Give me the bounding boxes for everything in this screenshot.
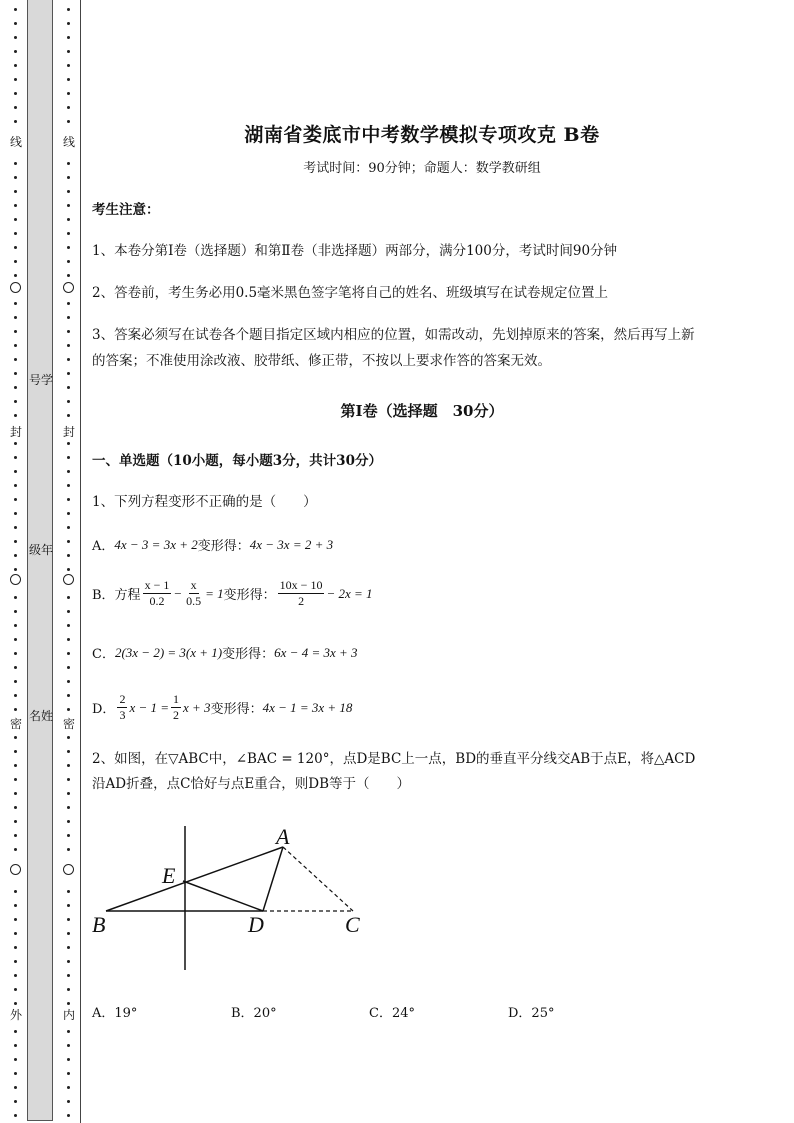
margin-dot <box>67 1114 70 1117</box>
option-d-fraction-1: $\frac{2}{3}$ <box>119 692 126 722</box>
margin-dot <box>14 946 17 949</box>
margin-dot <box>67 792 70 795</box>
margin-dot <box>67 834 70 837</box>
margin-dot <box>14 218 17 221</box>
point-label-d: D <box>248 912 264 937</box>
margin-dot <box>67 652 70 655</box>
margin-dot <box>67 64 70 67</box>
margin-dot <box>67 946 70 949</box>
q2-option-a: A．19° <box>92 1006 138 1021</box>
inner-dotted-line <box>63 0 75 1123</box>
margin-dot <box>14 638 17 641</box>
margin-dot <box>67 596 70 599</box>
option-b-fraction-2: $\frac{x}{0.5}$ <box>186 578 202 608</box>
margin-dot <box>67 960 70 963</box>
margin-dot <box>14 1114 17 1117</box>
margin-dot <box>67 848 70 851</box>
margin-dot <box>14 372 17 375</box>
question-1-stem: 1、下列方程变形不正确的是（ ） <box>92 494 317 510</box>
point-label-c: C <box>345 912 360 937</box>
margin-dot <box>14 358 17 361</box>
strip-label-grade: 级年 <box>28 543 53 557</box>
option-b-fraction-1: $\frac{x - 1}{0.2}$ <box>144 578 170 608</box>
segment-ed <box>183 881 263 911</box>
margin-dot <box>67 806 70 809</box>
margin-dot <box>14 330 17 333</box>
margin-dot <box>14 498 17 501</box>
margin-dot <box>14 8 17 11</box>
margin-dot <box>14 554 17 557</box>
margin-dot <box>67 470 70 473</box>
option-d-fraction-2: $\frac{1}{2}$ <box>173 692 180 722</box>
outer-circle-mark <box>10 282 21 293</box>
outer-circle-mark <box>10 574 21 585</box>
margin-dot <box>14 120 17 123</box>
margin-dot <box>14 904 17 907</box>
page-title: 湖南省娄底市中考数学模拟专项攻克 B卷 <box>244 124 600 146</box>
segment-ab <box>106 847 283 911</box>
margin-dot <box>14 918 17 921</box>
margin-dot <box>14 414 17 417</box>
margin-dot <box>14 470 17 473</box>
margin-dot <box>14 162 17 165</box>
margin-dot <box>67 638 70 641</box>
margin-dot <box>14 50 17 53</box>
margin-dot <box>14 512 17 515</box>
margin-dot <box>14 106 17 109</box>
option-c-connector: 变形得： <box>222 647 275 662</box>
outer-text-mark: 线 <box>9 135 22 149</box>
margin-dot <box>67 610 70 613</box>
margin-dot <box>67 456 70 459</box>
option-a-label: A． <box>92 539 115 554</box>
part-heading: 一、单选题（10小题，每小题3分，共计30分） <box>92 453 382 469</box>
option-a-connector: 变形得： <box>197 539 250 554</box>
strip-label-name: 名姓 <box>28 709 53 723</box>
option-a-equation: 4x − 3 = 3x + 2 <box>114 536 198 552</box>
margin-dot <box>67 120 70 123</box>
margin-dot <box>14 820 17 823</box>
point-label-a: A <box>276 824 290 849</box>
margin-dot <box>67 106 70 109</box>
margin-dot <box>14 22 17 25</box>
margin-dot <box>67 1002 70 1005</box>
margin-dot <box>67 484 70 487</box>
option-d-part-2: x + 3 <box>183 699 211 715</box>
inner-circle-mark <box>63 864 74 875</box>
question-2-stem-line1: 2、如图，在▽ABC中，∠BAC = 120°，点D是BC上一点，BD的垂直平分线交AB于点E，将△ACD <box>92 751 696 767</box>
margin-dot <box>14 1058 17 1061</box>
margin-dot <box>67 372 70 375</box>
outer-circle-mark <box>10 864 21 875</box>
margin-dot <box>14 260 17 263</box>
margin-dot <box>67 988 70 991</box>
margin-dot <box>67 568 70 571</box>
option-d-result: 4x − 1 = 3x + 18 <box>262 699 353 715</box>
margin-dot <box>67 316 70 319</box>
margin-dot <box>14 974 17 977</box>
point-label-b: B <box>92 912 106 937</box>
q2-option-d: D．25° <box>508 1006 555 1021</box>
q2-option-b: B．20° <box>231 1006 277 1021</box>
margin-dot <box>14 764 17 767</box>
option-b-equals: = 1 <box>205 585 224 601</box>
margin-dot <box>67 904 70 907</box>
segment-ac-dashed <box>283 847 353 911</box>
margin-dot <box>14 78 17 81</box>
margin-dot <box>14 204 17 207</box>
margin-dot <box>67 778 70 781</box>
margin-dot <box>14 1002 17 1005</box>
margin-dot <box>67 890 70 893</box>
option-b-tail: − 2x = 1 <box>326 585 373 601</box>
margin-dot <box>14 1086 17 1089</box>
margin-dot <box>14 484 17 487</box>
margin-dot <box>67 260 70 263</box>
margin-dot <box>67 708 70 711</box>
question-1-option-a <box>92 535 754 554</box>
margin-dot <box>14 666 17 669</box>
margin-dot <box>14 344 17 347</box>
option-b-label: B．方程 <box>92 588 141 603</box>
option-c-result: 6x − 4 = 3x + 3 <box>274 644 358 660</box>
margin-dot <box>67 540 70 543</box>
margin-dot <box>67 498 70 501</box>
geometry-figure <box>88 820 378 975</box>
outer-dotted-line <box>10 0 22 1123</box>
margin-dot <box>14 176 17 179</box>
margin-dot <box>67 442 70 445</box>
margin-dot <box>67 78 70 81</box>
margin-dot <box>14 652 17 655</box>
margin-dot <box>67 50 70 53</box>
margin-dot <box>67 414 70 417</box>
margin-dot <box>67 820 70 823</box>
inner-text-mark: 密 <box>62 717 75 731</box>
margin-dot <box>67 526 70 529</box>
margin-dot <box>14 736 17 739</box>
margin-dot <box>14 92 17 95</box>
margin-dot <box>14 624 17 627</box>
margin-dot <box>67 932 70 935</box>
outer-text-mark: 封 <box>9 425 22 439</box>
inner-text-mark: 内 <box>62 1008 75 1022</box>
margin-dot <box>14 540 17 543</box>
margin-dot <box>67 666 70 669</box>
margin-dot <box>14 988 17 991</box>
option-c-equation: 2(3x − 2) = 3(x + 1) <box>114 644 223 660</box>
margin-dot <box>14 36 17 39</box>
page-subtitle: 考试时间：90分钟；命题人：数学教研组 <box>303 161 541 176</box>
margin-dot <box>14 1044 17 1047</box>
segment-ad <box>263 847 283 911</box>
margin-dot <box>67 512 70 515</box>
margin-dot <box>14 1030 17 1033</box>
option-c-label: C． <box>92 647 115 662</box>
margin-dot <box>14 890 17 893</box>
margin-dot <box>14 442 17 445</box>
margin-dot <box>67 246 70 249</box>
margin-dot <box>14 960 17 963</box>
question-1-option-d <box>92 692 754 723</box>
point-label-e: E <box>162 863 176 888</box>
margin-dot <box>67 358 70 361</box>
margin-dot <box>67 1044 70 1047</box>
question-2-stem-line2: 沿AD折叠，点C恰好与点E重合，则DB等于（ ） <box>92 776 411 792</box>
margin-dot <box>14 806 17 809</box>
inner-text-mark: 线 <box>62 135 75 149</box>
margin-dot <box>67 330 70 333</box>
margin-dot <box>14 708 17 711</box>
inner-circle-mark <box>63 282 74 293</box>
margin-dot <box>67 162 70 165</box>
margin-dot <box>67 1030 70 1033</box>
margin-dot <box>14 316 17 319</box>
margin-dot <box>67 92 70 95</box>
outer-text-mark: 外 <box>9 1008 22 1022</box>
margin-dot <box>14 792 17 795</box>
option-a-result: 4x − 3x = 2 + 3 <box>249 536 334 552</box>
margin-dot <box>14 680 17 683</box>
margin-dot <box>14 302 17 305</box>
notice-item-3-line2: 的答案；不准使用涂改液、胶带纸、修正带，不按以上要求作答的答案无效。 <box>92 353 551 369</box>
notice-heading: 考生注意： <box>92 202 160 218</box>
margin-dot <box>67 8 70 11</box>
option-b-minus: − <box>173 585 183 601</box>
margin-dot <box>67 22 70 25</box>
margin-dot <box>67 302 70 305</box>
margin-dot <box>67 232 70 235</box>
margin-dot <box>14 1072 17 1075</box>
margin-dot <box>14 64 17 67</box>
notice-item-3-line1: 3、答案必须写在试卷各个题目指定区域内相应的位置，如需改动，先划掉原来的答案，然后再写上新 <box>92 327 695 343</box>
margin-dot <box>14 526 17 529</box>
margin-dot <box>67 204 70 207</box>
margin-dot <box>67 1072 70 1075</box>
margin-dot <box>14 750 17 753</box>
margin-dot <box>67 218 70 221</box>
margin-dot <box>67 176 70 179</box>
margin-dot <box>14 1100 17 1103</box>
margin-dot <box>67 764 70 767</box>
margin-dot <box>67 1100 70 1103</box>
margin-dot <box>14 848 17 851</box>
margin-dot <box>14 456 17 459</box>
margin-dot <box>14 386 17 389</box>
margin-dot <box>67 736 70 739</box>
margin-dot <box>67 918 70 921</box>
option-d-part-1: x − 1 = <box>129 699 170 715</box>
notice-item-1: 1、本卷分第I卷（选择题）和第Ⅱ卷（非选择题）两部分，满分100分，考试时间90分钟 <box>92 243 618 259</box>
student-info-strip <box>27 0 53 1121</box>
margin-dot <box>14 400 17 403</box>
margin-dot <box>67 386 70 389</box>
inner-text-mark: 封 <box>62 425 75 439</box>
margin-dot <box>67 750 70 753</box>
margin-dot <box>14 610 17 613</box>
option-d-label: D． <box>92 702 116 717</box>
strip-label-id: 号学 <box>28 373 53 387</box>
option-d-connector: 变形得： <box>210 702 263 717</box>
question-1-option-c <box>92 643 754 662</box>
inner-circle-mark <box>63 574 74 585</box>
option-b-connector: 变形得： <box>223 588 276 603</box>
margin-dot <box>67 624 70 627</box>
margin-dot <box>14 232 17 235</box>
margin-dot <box>67 344 70 347</box>
margin-dot <box>14 568 17 571</box>
margin-dot <box>14 274 17 277</box>
margin-dot <box>14 190 17 193</box>
margin-dot <box>67 400 70 403</box>
margin-dot <box>14 694 17 697</box>
margin-dot <box>14 932 17 935</box>
q2-option-c: C．24° <box>369 1006 415 1021</box>
margin-dot <box>67 1086 70 1089</box>
margin-dot <box>67 1058 70 1061</box>
margin-dot <box>67 694 70 697</box>
margin-dot <box>67 974 70 977</box>
section-title: 第I卷（选择题 30分） <box>340 402 504 420</box>
margin-dot <box>67 554 70 557</box>
margin-dot <box>14 246 17 249</box>
outer-text-mark: 密 <box>9 717 22 731</box>
option-b-fraction-3: $\frac{10x - 10}{2}$ <box>279 578 323 608</box>
margin-dot <box>67 36 70 39</box>
margin-dot <box>67 190 70 193</box>
margin-dot <box>14 778 17 781</box>
margin-dot <box>14 596 17 599</box>
notice-item-2: 2、答卷前，考生务必用0.5毫米黑色签字笔将自己的姓名、班级填写在试卷规定位置上 <box>92 285 609 301</box>
margin-dot <box>67 680 70 683</box>
margin-border-line <box>80 0 81 1123</box>
question-1-option-b <box>92 578 754 609</box>
margin-dot <box>67 274 70 277</box>
margin-dot <box>14 834 17 837</box>
